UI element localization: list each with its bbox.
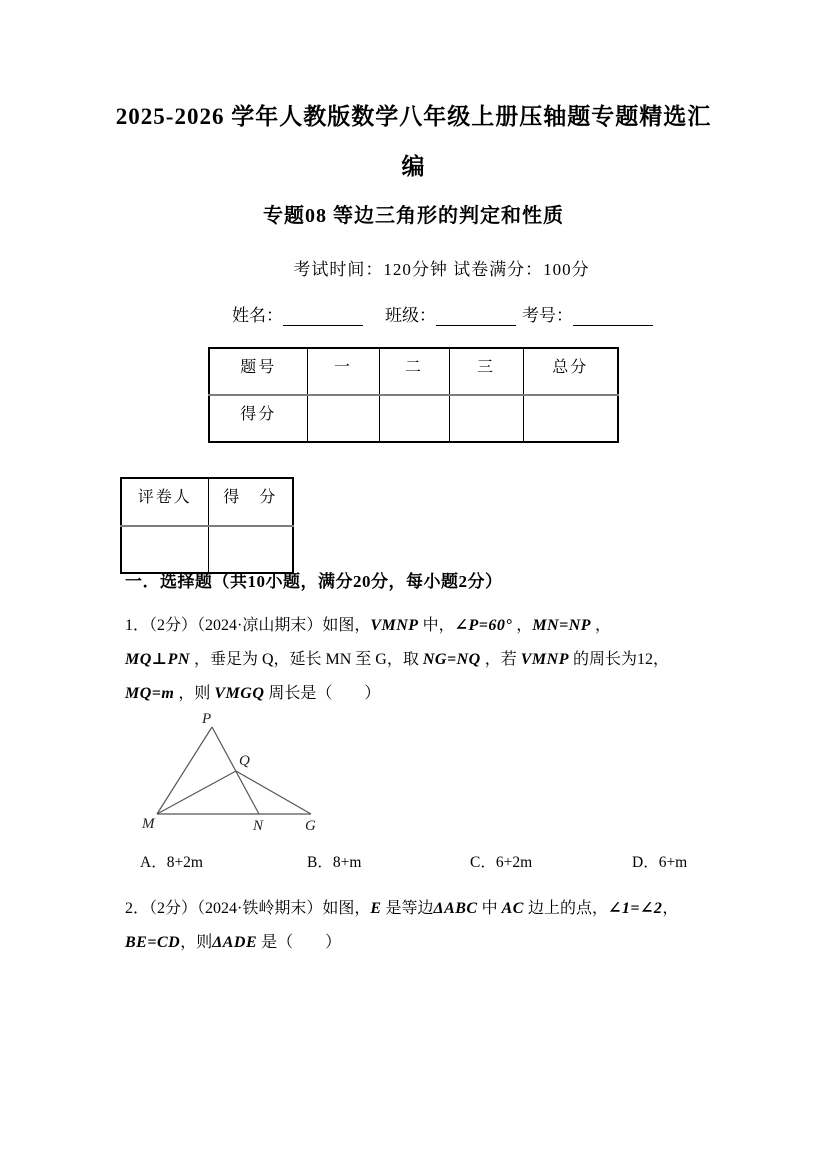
score-table — [208, 347, 619, 443]
question-2 — [125, 892, 765, 960]
score-table-cell-question-no: 题号 — [209, 348, 307, 395]
question-1-line-1: 1．（2分）（2024·凉山期末）如图，VMNP 中，∠P=60° ，MN=NP ， — [125, 617, 612, 634]
score-table-empty-cell — [379, 395, 449, 442]
figure-label-M: M — [142, 816, 155, 832]
figure-line-MQ — [157, 771, 236, 814]
grader-table-cell-grader: 评卷人 — [121, 478, 208, 526]
figure-label-G: G — [305, 818, 316, 834]
question-1-line-3: MQ=m ，则 VMGQ 周长是（ ） — [125, 685, 381, 702]
question-1-option-d: D．6+m — [632, 854, 688, 871]
question-1-option-a: A．8+2m — [140, 854, 203, 871]
score-table-empty-cell — [449, 395, 523, 442]
score-table-empty-cell — [523, 395, 618, 442]
question-1 — [125, 609, 725, 711]
exam-no-blank-field — [573, 308, 653, 326]
score-table-cell-part1: 一 — [307, 348, 379, 395]
question-2-line-1: 2．（2分）（2024·铁岭期末）如图，E 是等边ΔABC 中 AC 边上的点，∠1=∠2， — [125, 900, 679, 917]
document-subtitle: 专题08 等边三角形的判定和性质 — [263, 205, 564, 227]
grader-table-empty-cell — [121, 526, 208, 573]
question-1-line-2: MQ⊥PN ，垂足为 Q，延长 MN 至 G，取 NG=NQ ，若 VMNP 的周长为12， — [125, 651, 669, 668]
grader-table — [120, 477, 294, 574]
grader-table-cell-score: 得 分 — [208, 478, 293, 526]
question-1-options — [140, 850, 720, 872]
score-table-cell-part3: 三 — [449, 348, 523, 395]
score-table-empty-cell — [307, 395, 379, 442]
document-title-line2: 编 — [401, 154, 426, 179]
figure-label-Q: Q — [239, 753, 250, 769]
exam-no-label: 考号： — [522, 306, 573, 325]
figure-label-P: P — [202, 711, 212, 727]
exam-meta: 考试时间：120分钟 试卷满分：100分 — [293, 260, 590, 279]
question-2-line-2: BE=CD，则ΔADE 是（ ） — [125, 934, 342, 951]
question-1-option-b: B．8+m — [307, 854, 362, 871]
grader-table-empty-cell — [208, 526, 293, 573]
grader-table-empty-row — [121, 526, 293, 573]
name-label: 姓名： — [232, 306, 283, 325]
class-label: 班级： — [385, 306, 436, 325]
score-table-cell-total: 总分 — [523, 348, 618, 395]
question-1-figure — [128, 702, 348, 844]
figure-label-N: N — [253, 818, 264, 834]
section1-heading: 一．选择题（共10小题，满分20分，每小题2分） — [125, 572, 503, 591]
grader-table-header-row — [121, 478, 293, 526]
question-1-option-c: C．6+2m — [470, 854, 533, 871]
score-table-header-row — [209, 348, 618, 395]
figure-line-PN — [212, 727, 259, 814]
score-table-cell-part2: 二 — [379, 348, 449, 395]
score-table-score-row — [209, 395, 618, 442]
class-blank-field — [436, 308, 516, 326]
score-table-cell-score-label: 得分 — [209, 395, 307, 442]
document-title-line1: 2025-2026 学年人教版数学八年级上册压轴题专题精选汇 — [115, 104, 712, 129]
figure-line-MP — [157, 727, 212, 814]
name-blank-field — [283, 308, 363, 326]
student-info-line — [232, 301, 653, 326]
